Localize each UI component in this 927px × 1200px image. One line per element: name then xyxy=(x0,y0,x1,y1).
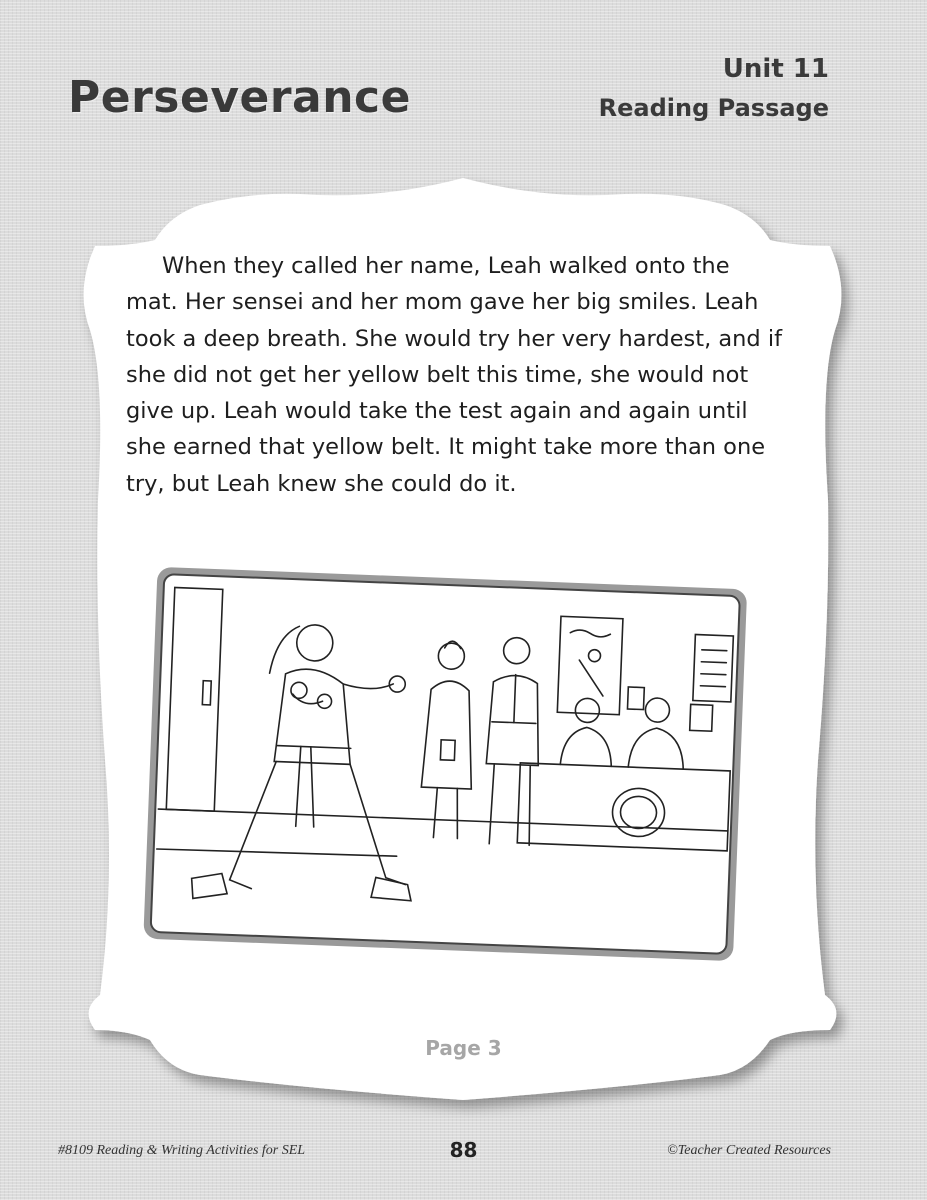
unit-label: Unit 11 xyxy=(722,54,829,84)
footer-page-number: 88 xyxy=(449,1138,478,1162)
page-title: Perseverance xyxy=(68,72,411,123)
section-label: Reading Passage xyxy=(598,94,829,122)
footer-book-title: #8109 Reading & Writing Activities for SEL xyxy=(58,1143,306,1158)
reading-passage: When they called her name, Leah walked onto the mat. Her sensei and her mom gave her big smiles. Leah took a deep breath. She would try her very hardest, and if she did not get her yellow belt this time, she would not give up. Leah would take the test again and again until she earned that yellow belt. It might take more than one try, but Leah knew she could do it. xyxy=(126,253,783,497)
footer-copyright: ©Teacher Created Resources xyxy=(667,1143,831,1158)
page-label: Page 3 xyxy=(425,1036,502,1060)
